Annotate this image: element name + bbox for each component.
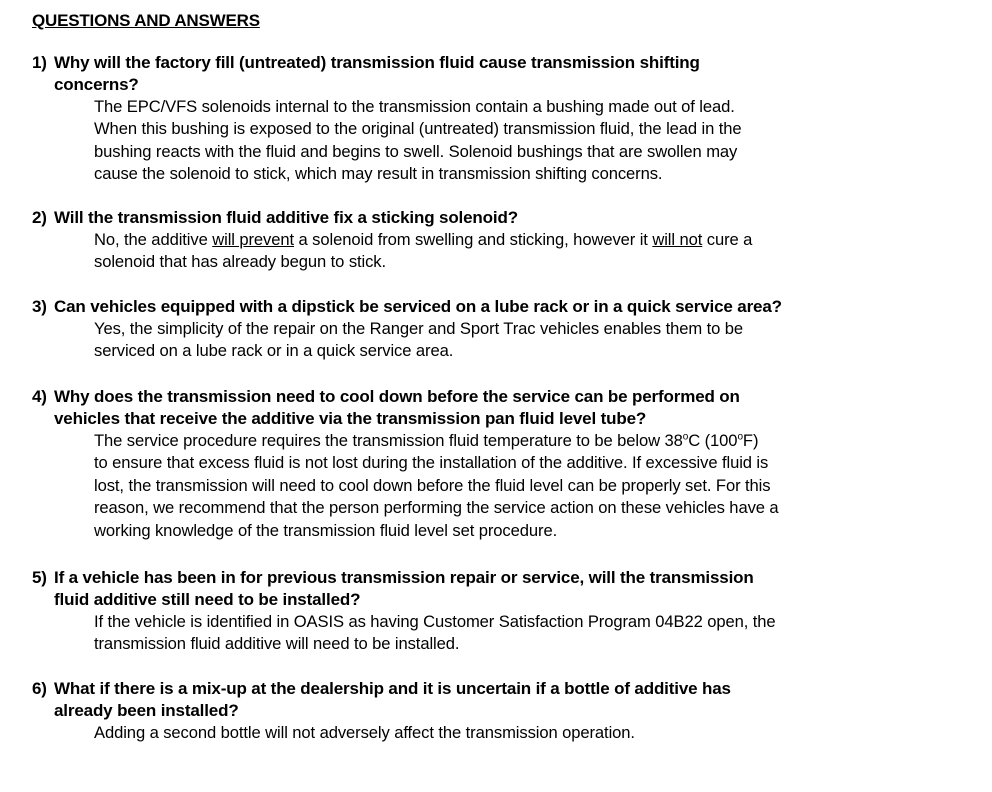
- answer: [32, 430, 912, 542]
- answer-text: F): [742, 431, 759, 450]
- answer-line: Adding a second bottle will not adversely affect the transmission operation.: [94, 723, 635, 742]
- question-text: vehicles that receive the additive via the transmission pan fluid level tube?: [54, 409, 647, 428]
- answer-line: reason, we recommend that the person performing the service action on these vehicles have a: [94, 498, 779, 518]
- question-text: already been installed?: [54, 701, 239, 720]
- answer-text: a solenoid from swelling and sticking, however it: [294, 230, 653, 249]
- qa-item-3: [32, 296, 912, 363]
- answer-line: If the vehicle is identified in OASIS as having Customer Satisfaction Program 04B22 open, the: [94, 612, 776, 631]
- qa-item-6: [32, 678, 912, 744]
- question-text: Can vehicles equipped with a dipstick be serviced on a lube rack or in a quick service area?: [54, 297, 782, 316]
- answer: [32, 611, 912, 656]
- question-text: Will the transmission fluid additive fix a sticking solenoid?: [54, 208, 518, 227]
- question: [32, 386, 912, 430]
- question: [32, 207, 912, 229]
- page-title: QUESTIONS AND ANSWERS: [32, 11, 260, 30]
- answer: [32, 722, 912, 744]
- question-number: 4): [32, 387, 47, 406]
- question: [32, 296, 912, 318]
- answer: [32, 318, 912, 363]
- answer-line: transmission fluid additive will need to be installed.: [94, 634, 460, 654]
- answer-text: No, the additive: [94, 230, 213, 249]
- question-number: 6): [32, 679, 47, 698]
- qa-item-2: [32, 207, 912, 274]
- answer-text: cure a: [702, 230, 753, 249]
- answer-line: cause the solenoid to stick, which may result in transmission shifting concerns.: [94, 164, 663, 184]
- answer-line: [94, 229, 912, 251]
- question-text: If a vehicle has been in for previous transmission repair or service, will the transmission: [54, 568, 754, 587]
- question-number: 5): [32, 568, 47, 587]
- underlined-text: will not: [652, 230, 703, 249]
- question-text: What if there is a mix-up at the dealership and it is uncertain if a bottle of additive has: [54, 679, 731, 698]
- answer-line: The EPC/VFS solenoids internal to the transmission contain a bushing made out of lead.: [94, 97, 735, 116]
- question-number: 2): [32, 208, 47, 227]
- question-text: Why does the transmission need to cool down before the service can be performed on: [54, 387, 740, 406]
- answer-line: serviced on a lube rack or in a quick service area.: [94, 341, 454, 361]
- degree-symbol: o: [737, 431, 743, 443]
- question-number: 1): [32, 53, 47, 72]
- answer-line: When this bushing is exposed to the original (untreated) transmission fluid, the lead in the: [94, 119, 742, 139]
- answer-line: working knowledge of the transmission fluid level set procedure.: [94, 520, 558, 540]
- question: [32, 678, 912, 722]
- question-number: 3): [32, 297, 47, 316]
- answer-line: Yes, the simplicity of the repair on the Ranger and Sport Trac vehicles enables them to be: [94, 319, 743, 338]
- qa-item-5: [32, 567, 912, 656]
- question: [32, 52, 912, 96]
- answer-line: lost, the transmission will need to cool down before the fluid level can be properly set. For this: [94, 475, 771, 495]
- answer-text: C (100: [688, 431, 738, 450]
- question-text: concerns?: [54, 75, 139, 94]
- question-text: Why will the factory fill (untreated) transmission fluid cause transmission shifting: [54, 53, 700, 72]
- degree-symbol: o: [682, 431, 689, 443]
- question-text: fluid additive still need to be installed?: [54, 590, 361, 609]
- underlined-text: will prevent: [212, 230, 295, 249]
- answer: [32, 229, 912, 274]
- answer-line: to ensure that excess fluid is not lost during the installation of the additive. If excessive fluid is: [94, 453, 769, 473]
- answer-line: [94, 430, 912, 452]
- qa-item-1: [32, 52, 912, 186]
- answer-line: solenoid that has already begun to stick.: [94, 252, 387, 272]
- answer-line: bushing reacts with the fluid and begins to swell. Solenoid bushings that are swollen may: [94, 141, 738, 161]
- answer: [32, 96, 912, 186]
- answer-text: The service procedure requires the transmission fluid temperature to be below 38: [94, 431, 683, 450]
- qa-item-4: [32, 386, 912, 542]
- question: [32, 567, 912, 611]
